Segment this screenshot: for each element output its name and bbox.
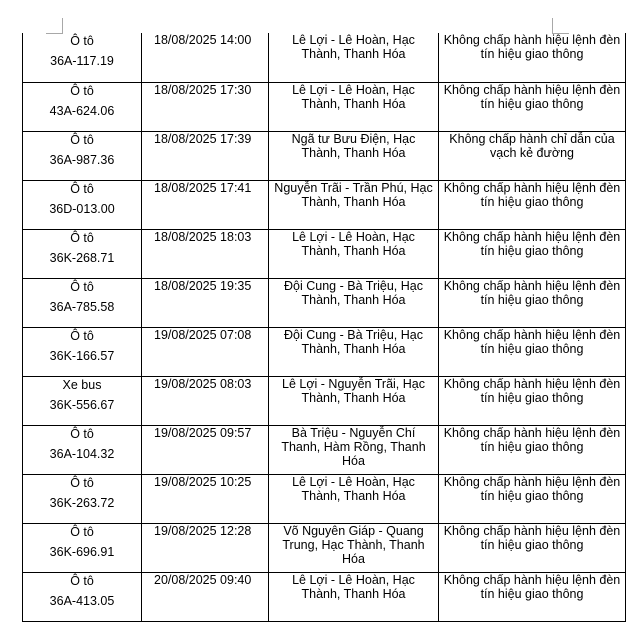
violation-cell: Không chấp hành hiệu lệnh đèn tín hiệu giao thông — [439, 33, 626, 82]
table-row — [23, 376, 626, 425]
vehicle-type: Ô tô — [70, 279, 94, 294]
table-row — [23, 474, 626, 523]
plate-number: 43A-624.06 — [49, 103, 115, 118]
vehicle-type: Xe bus — [62, 377, 102, 392]
violation-cell: Không chấp hành hiệu lệnh đèn tín hiệu giao thông — [439, 474, 626, 523]
location-cell: Lê Lợi - Lê Hoàn, Hạc Thành, Thanh Hóa — [269, 474, 439, 523]
plate-number: 36A-117.19 — [50, 54, 114, 68]
table-row — [23, 229, 626, 278]
plate-number: 36A-987.36 — [49, 152, 115, 167]
table-row — [23, 523, 626, 572]
vehicle-cell — [23, 474, 142, 523]
vehicle-cell — [23, 180, 142, 229]
violations-table — [22, 33, 626, 622]
location-cell: Lê Lợi - Lê Hoàn, Hạc Thành, Thanh Hóa — [269, 82, 439, 131]
table-row — [23, 327, 626, 376]
time-cell: 20/08/2025 09:40 — [142, 572, 269, 621]
vehicle-cell — [23, 376, 142, 425]
vehicle-cell — [23, 229, 142, 278]
location-cell: Lê Lợi - Nguyễn Trãi, Hạc Thành, Thanh Hóa — [269, 376, 439, 425]
location-cell: Lê Lợi - Lê Hoàn, Hạc Thành, Thanh Hóa — [269, 33, 439, 82]
time-cell: 18/08/2025 19:35 — [142, 278, 269, 327]
location-cell: Ngã tư Bưu Điện, Hạc Thành, Thanh Hóa — [269, 131, 439, 180]
location-cell: Võ Nguyên Giáp - Quang Trung, Hạc Thành, Thanh Hóa — [269, 523, 439, 572]
violation-cell: Không chấp hành hiệu lệnh đèn tín hiệu giao thông — [439, 572, 626, 621]
crop-mark-top-right — [552, 18, 553, 34]
vehicle-cell — [23, 425, 142, 474]
vehicle-cell — [23, 278, 142, 327]
time-cell: 19/08/2025 08:03 — [142, 376, 269, 425]
location-cell: Bà Triệu - Nguyễn Chí Thanh, Hàm Rồng, Thanh Hóa — [269, 425, 439, 474]
time-cell: 19/08/2025 12:28 — [142, 523, 269, 572]
plate-number: 36K-268.71 — [49, 250, 115, 265]
location-cell: Lê Lợi - Lê Hoàn, Hạc Thành, Thanh Hóa — [269, 229, 439, 278]
time-cell: 18/08/2025 14:00 — [142, 33, 269, 82]
violation-cell: Không chấp hành hiệu lệnh đèn tín hiệu giao thông — [439, 278, 626, 327]
vehicle-cell — [23, 327, 142, 376]
vehicle-type: Ô tô — [70, 132, 94, 147]
violation-cell: Không chấp hành hiệu lệnh đèn tín hiệu giao thông — [439, 523, 626, 572]
violation-cell: Không chấp hành chỉ dẫn của vạch kẻ đường — [439, 131, 626, 180]
plate-number: 36D-013.00 — [49, 201, 115, 216]
violation-cell: Không chấp hành hiệu lệnh đèn tín hiệu giao thông — [439, 180, 626, 229]
vehicle-cell — [23, 82, 142, 131]
time-cell: 19/08/2025 07:08 — [142, 327, 269, 376]
table-row — [23, 572, 626, 621]
table-row — [23, 180, 626, 229]
vehicle-cell — [23, 33, 142, 82]
vehicle-type: Ô tô — [70, 573, 94, 588]
table-row — [23, 33, 626, 82]
vehicle-type: Ô tô — [70, 475, 94, 490]
table-row — [23, 278, 626, 327]
vehicle-type: Ô tô — [70, 34, 94, 48]
violations-table-body — [23, 33, 626, 621]
crop-mark-top-left — [62, 18, 63, 34]
time-cell: 18/08/2025 17:39 — [142, 131, 269, 180]
vehicle-type: Ô tô — [70, 83, 94, 98]
violation-cell: Không chấp hành hiệu lệnh đèn tín hiệu giao thông — [439, 327, 626, 376]
table-row — [23, 82, 626, 131]
plate-number: 36K-166.57 — [49, 348, 115, 363]
vehicle-cell — [23, 572, 142, 621]
table-row — [23, 131, 626, 180]
table-row — [23, 425, 626, 474]
time-cell: 19/08/2025 10:25 — [142, 474, 269, 523]
location-cell: Lê Lợi - Lê Hoàn, Hạc Thành, Thanh Hóa — [269, 572, 439, 621]
vehicle-cell — [23, 523, 142, 572]
time-cell: 18/08/2025 17:30 — [142, 82, 269, 131]
plate-number: 36A-104.32 — [49, 446, 115, 461]
time-cell: 18/08/2025 18:03 — [142, 229, 269, 278]
vehicle-type: Ô tô — [70, 328, 94, 343]
vehicle-type: Ô tô — [70, 524, 94, 539]
location-cell: Nguyễn Trãi - Trần Phú, Hạc Thành, Thanh Hóa — [269, 180, 439, 229]
time-cell: 18/08/2025 17:41 — [142, 180, 269, 229]
violation-cell: Không chấp hành hiệu lệnh đèn tín hiệu giao thông — [439, 376, 626, 425]
plate-number: 36A-413.05 — [49, 593, 115, 608]
plate-number: 36K-263.72 — [49, 495, 115, 510]
location-cell: Đội Cung - Bà Triệu, Hạc Thành, Thanh Hóa — [269, 327, 439, 376]
plate-number: 36K-556.67 — [49, 397, 115, 412]
plate-number: 36A-785.58 — [49, 299, 115, 314]
plate-number: 36K-696.91 — [49, 544, 115, 559]
time-cell: 19/08/2025 09:57 — [142, 425, 269, 474]
vehicle-cell — [23, 131, 142, 180]
vehicle-type: Ô tô — [70, 230, 94, 245]
violation-cell: Không chấp hành hiệu lệnh đèn tín hiệu giao thông — [439, 82, 626, 131]
vehicle-type: Ô tô — [70, 181, 94, 196]
violation-cell: Không chấp hành hiệu lệnh đèn tín hiệu giao thông — [439, 425, 626, 474]
location-cell: Đội Cung - Bà Triệu, Hạc Thành, Thanh Hóa — [269, 278, 439, 327]
violation-cell: Không chấp hành hiệu lệnh đèn tín hiệu giao thông — [439, 229, 626, 278]
vehicle-type: Ô tô — [70, 426, 94, 441]
